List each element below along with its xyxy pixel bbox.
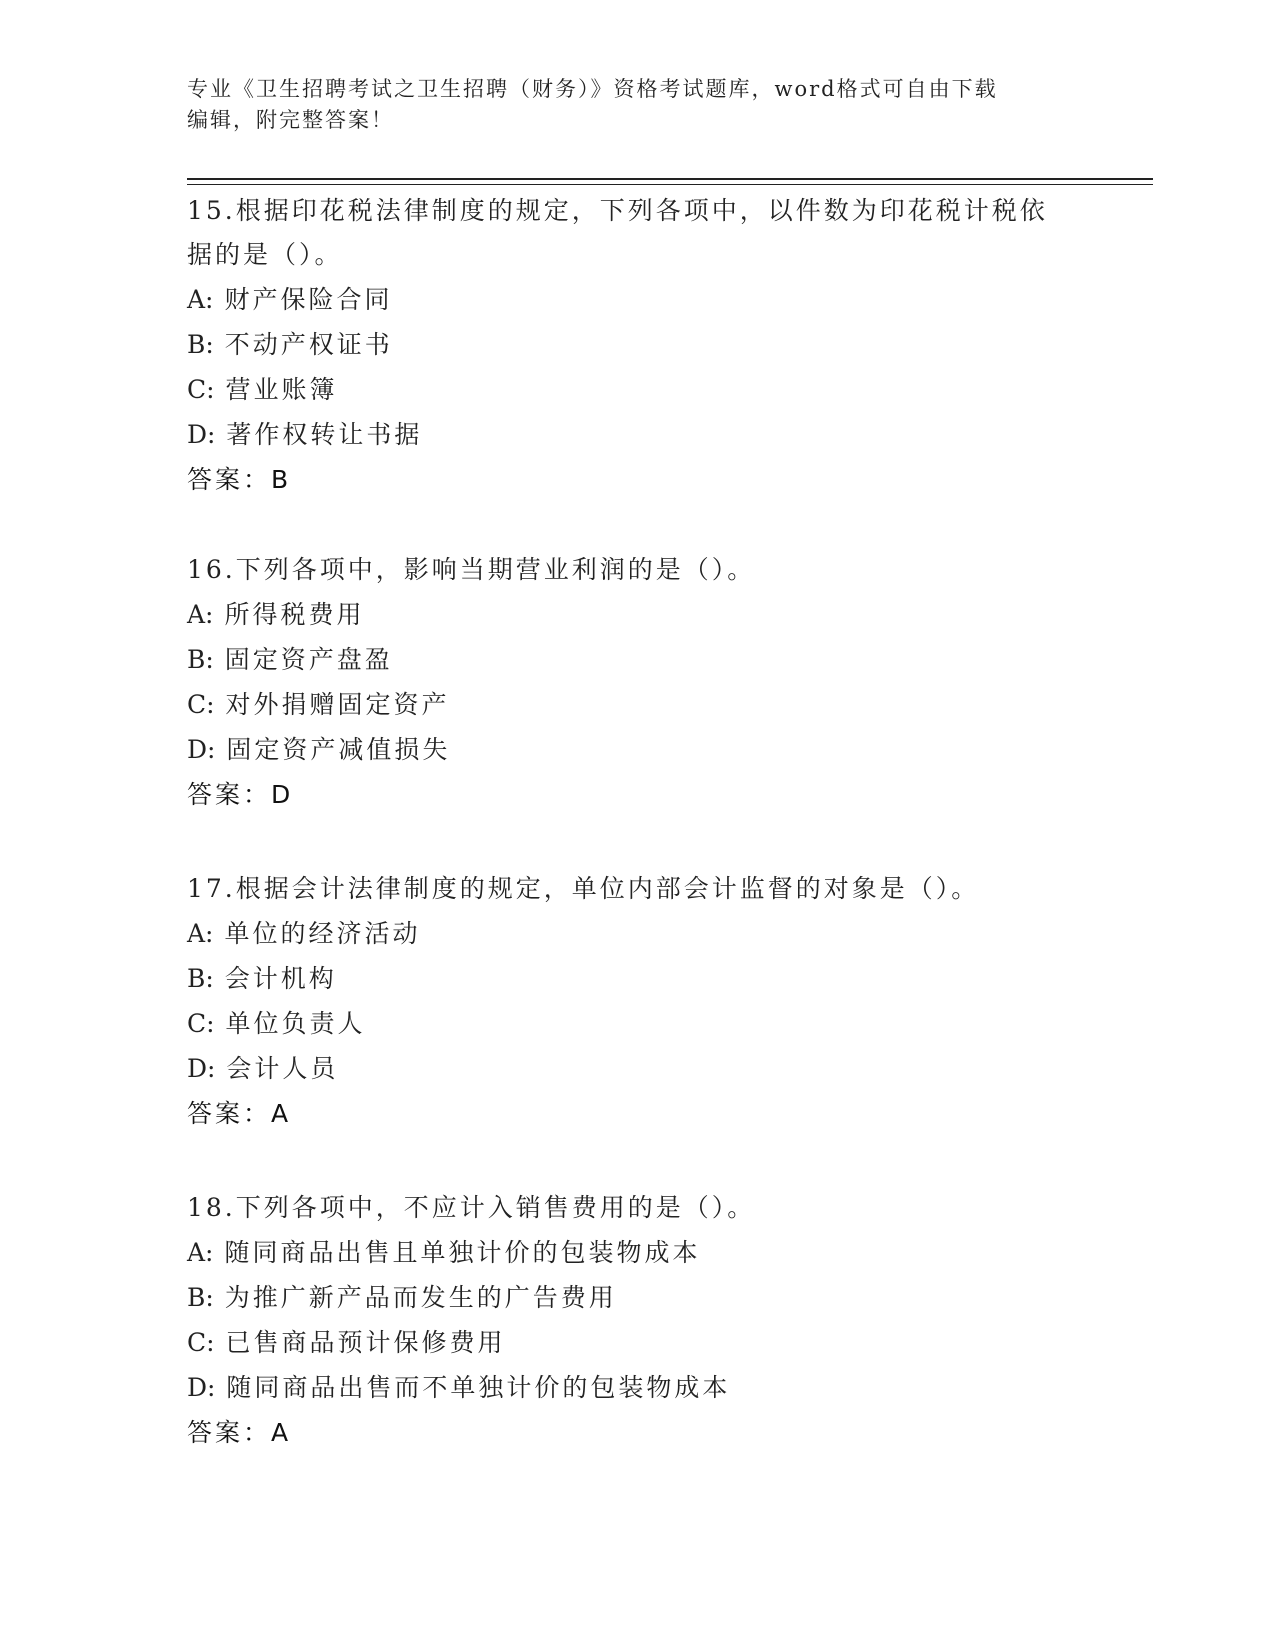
question-stem-line-1: 15.根据印花税法律制度的规定，下列各项中，以件数为印花税计税依 (187, 196, 1048, 225)
question-stem (187, 1186, 1087, 1230)
header-divider-thin (187, 184, 1153, 185)
option-d: D: 著作权转让书据 (187, 420, 423, 449)
answer-label: 答案：B (187, 465, 292, 494)
question-stem-line-2: 据的是（）。 (187, 240, 343, 269)
option-a: A: 单位的经济活动 (187, 919, 421, 948)
option-b: B: 会计机构 (187, 964, 337, 993)
question-15 (187, 189, 1087, 502)
question-stem (187, 189, 1087, 277)
question-stem (187, 548, 1087, 592)
answer-label: 答案：A (187, 1418, 292, 1447)
option-d: D: 会计人员 (187, 1054, 339, 1083)
option-a: A: 财产保险合同 (187, 285, 393, 314)
option-a: A: 随同商品出售且单独计价的包装物成本 (187, 1238, 701, 1267)
question-18 (187, 1186, 1087, 1455)
question-stem-line-1: 18.下列各项中，不应计入销售费用的是（）。 (187, 1193, 756, 1222)
question-17 (187, 867, 1087, 1136)
document-header (187, 74, 1087, 136)
option-d: D: 固定资产减值损失 (187, 735, 451, 764)
option-c: C: 已售商品预计保修费用 (187, 1328, 506, 1357)
option-b: B: 固定资产盘盈 (187, 645, 393, 674)
option-c: C: 单位负责人 (187, 1009, 366, 1038)
answer-label: 答案：A (187, 1099, 292, 1128)
question-stem-line-1: 16.下列各项中，影响当期营业利润的是（）。 (187, 555, 756, 584)
question-stem-line-1: 17.根据会计法律制度的规定，单位内部会计监督的对象是（）。 (187, 874, 980, 903)
option-d: D: 随同商品出售而不单独计价的包装物成本 (187, 1373, 731, 1402)
header-line-1: 专业《卫生招聘考试之卫生招聘（财务）》资格考试题库，word格式可自由下载 (187, 77, 998, 101)
option-c: C: 营业账簿 (187, 375, 338, 404)
question-stem (187, 867, 1087, 911)
option-b: B: 为推广新产品而发生的广告费用 (187, 1283, 617, 1312)
header-line-2: 编辑，附完整答案！ (187, 108, 394, 132)
question-16 (187, 548, 1087, 817)
header-divider-thick (187, 178, 1153, 180)
option-b: B: 不动产权证书 (187, 330, 393, 359)
option-a: A: 所得税费用 (187, 600, 365, 629)
answer-label: 答案：D (187, 780, 294, 809)
option-c: C: 对外捐赠固定资产 (187, 690, 450, 719)
